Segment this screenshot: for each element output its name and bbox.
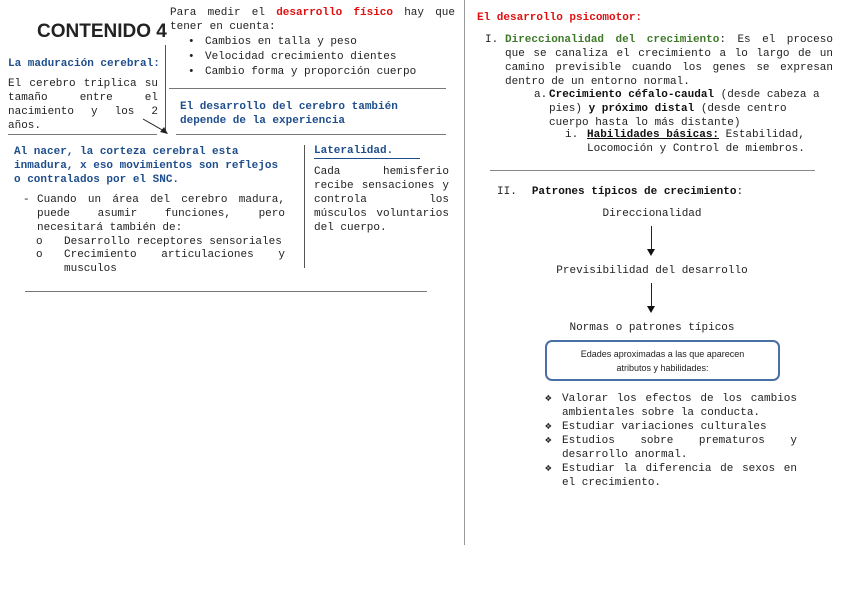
item-1a: a. Crecimiento céfalo-caudal (desde cabeza a pies) y próximo distal (desde centro cuerpo hasta lo más distante) xyxy=(534,89,820,129)
list-item: ❖ Estudiar variaciones culturales xyxy=(545,421,767,433)
ages-box: Edades aproximadas a las que aparecen atributos y habilidades: xyxy=(545,340,780,381)
psychomotor-title: El desarrollo psicomotor: xyxy=(477,12,643,24)
maturation-heading: La maduración cerebral: xyxy=(8,58,160,70)
birth-heading: Al nacer, la corteza cerebral esta inmadura, x eso movimientos son reflejos o contralados por el SNC. xyxy=(14,146,279,186)
physical-development-intro: Para medir el desarrollo físico hay que tener en cuenta: xyxy=(170,7,456,33)
list-item: • Cambio forma y proporción cuerpo xyxy=(188,66,417,78)
maturation-text: El cerebro triplica su tamaño entre el nacimiento y los 2 años. xyxy=(8,78,158,132)
item-2: II. Patrones típicos de crecimiento: xyxy=(497,186,744,198)
experience-text: El desarrollo del cerebro también depende de la experiencia xyxy=(180,101,398,127)
divider xyxy=(8,134,157,135)
item-1: I. Direccionalidad del crecimiento: Es el proceso que se canaliza el crecimiento a lo largo de un camino previsible cuando los genes se expresan dentro de un entorno normal. xyxy=(485,34,833,88)
arrow-down-icon xyxy=(647,249,655,256)
study-list xyxy=(545,392,797,490)
item-1ai: i. Habilidades básicas: Estabilidad, Locomoción y Control de miembros. xyxy=(565,129,805,155)
flow-step: Direccionalidad xyxy=(602,208,702,220)
laterality-text: Cada hemisferio recibe sensaciones y controla los músculos voluntarios del cuerpo. xyxy=(314,166,449,234)
list-item: ❖ Estudiar la diferencia de sexos en el crecimiento. xyxy=(545,463,797,489)
flow-step: Previsibilidad del desarrollo xyxy=(556,265,748,277)
column-divider xyxy=(464,0,465,545)
list-item: ❖ Valorar los efectos de los cambios ambientales sobre la conducta. xyxy=(545,393,797,419)
divider xyxy=(169,88,446,89)
arrow-down-icon xyxy=(647,306,655,313)
laterality-heading: Lateralidad. xyxy=(314,144,420,159)
list-item: • Velocidad crecimiento dientes xyxy=(188,51,397,63)
sub-item: o Desarrollo receptores sensoriales xyxy=(36,236,282,248)
list-item: • Cambios en talla y peso xyxy=(188,36,357,48)
arrow-line xyxy=(651,283,652,307)
physical-list xyxy=(188,35,417,80)
divider xyxy=(304,145,305,268)
divider xyxy=(176,134,446,135)
page-title: CONTENIDO 4 xyxy=(37,21,167,42)
divider xyxy=(25,291,427,292)
arrow-line xyxy=(651,226,652,250)
flow-step: Normas o patrones típicos xyxy=(569,322,735,334)
dash-item: - Cuando un área del cerebro madura, puede asumir funciones, pero necesitará también de: xyxy=(23,194,285,234)
sub-item: o Crecimiento articulaciones y musculos xyxy=(36,249,285,275)
list-item: ❖ Estudios sobre prematuros y desarrollo anormal. xyxy=(545,435,797,461)
divider xyxy=(490,170,815,171)
